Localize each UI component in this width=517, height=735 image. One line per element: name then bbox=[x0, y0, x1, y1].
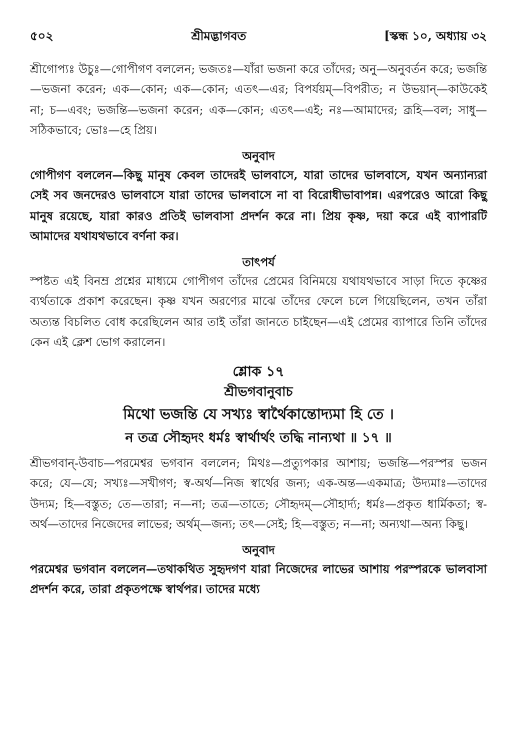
synonyms-paragraph-1: শ্রীগোপ্যঃ উচুঃ—গোপীগণ বললেন; ভজতঃ—যাঁরা ভজনা করে তাঁদের; অনু—অনুবর্তন করে; ভজন্তি—ভজনা করেন; এক—কোন; এক—কোন; এতৎ—এর; বিপর্যয়ম্—বিপরীত; ন উভয়ান্—কাউকেই না; চ—এবং; ভজন্তি—ভজনা করেন; এক—কোন; এতৎ—এই; নঃ—আমাদের; ব্রূহি—বল; সাধু—সঠিকভাবে; ভোঃ—হে প্রিয়। bbox=[30, 61, 487, 137]
synonyms-paragraph-2: শ্রীভগবান্-উবাচ—পরমেশ্বর ভগবান বললেন; মিথঃ—প্রত্যুপকার আশায়; ভজন্তি—পরস্পর ভজন করে; যে—যে; সখ্যঃ—সখীগণ; স্ব-অর্থ—নিজ স্বার্থের জন্য; এক-অন্ত—একমাত্র; উদ্যমাঃ—তাদের উদ্যম; হি—বস্তুত; তে—তারা; ন—না; তত্র—তাতে; সৌহৃদম্—সৌহার্দ্য; ধর্মঃ—প্রকৃত ধার্মিকতা; স্ব-অর্থ—তাদের নিজেদের লাভের; অর্থম্—জন্য; তৎ—সেই; হি—বস্তুত; ন—না; অন্যথা—অন্য কিছু। bbox=[30, 455, 487, 531]
verse-line-1: মিথো ভজন্তি যে সখ্যঃ স্বার্থৈকান্তোদ্যমা হি তে । bbox=[123, 405, 394, 423]
verse-speaker: শ্রীভগবানুবাচ bbox=[224, 384, 293, 400]
chapter-reference: [স্কন্ধ ১০, অধ্যায় ৩২ bbox=[384, 29, 487, 43]
book-title: শ্রীমদ্ভাগবত bbox=[191, 29, 247, 43]
page-header bbox=[30, 26, 487, 47]
purport-heading: তাৎপর্য bbox=[242, 254, 275, 269]
translation-heading-2: অনুবাদ bbox=[242, 542, 275, 557]
page-number: ৫০২ bbox=[30, 29, 54, 43]
translation-paragraph-2: পরমেশ্বর ভগবান বললেন—তথাকথিত সুহৃদগণ যারা নিজেদের লাভের আশায় পরস্পরকে ভালবাসা প্রদর্শন করে, তারা প্রকৃতপক্ষে স্বার্থপর। তাদের মধ্যে bbox=[30, 561, 487, 596]
verse-line-2: ন তত্র সৌহৃদং ধর্মঃ স্বার্থার্থং তদ্ধি নান্যথা ॥ ১৭ ॥ bbox=[125, 429, 392, 446]
purport-paragraph: স্পষ্টত এই বিনম্র প্রশ্নের মাধ্যমে গোপীগণ তাঁদের প্রেমের বিনিময়ে যথাযথভাবে সাড়া দিতে কৃষ্ণের ব্যর্থতাকে প্রকাশ করেছেন। কৃষ্ণ যখন অরণ্যের মাঝে তাঁদের ফেলে চলে গিয়েছিলেন, তখন তাঁরা অত্যন্ত বিচলিত বোধ করেছিলেন আর তাই তাঁরা জানতে চাইছেন—এই প্রেমের ব্যাপারে তিনি তাঁদের কেন এই ক্লেশ ভোগ করালেন। bbox=[30, 273, 487, 349]
translation-paragraph-1: গোপীগণ বললেন—কিছু মানুষ কেবল তাদেরই ভালবাসে, যারা তাদের ভালবাসে, যখন অন্যান্যরা সেই সব জনদেরও ভালবাসে যারা তাদের ভালবাসে না বা বিরোধীভাবাপন্ন। এরপরেও আরো কিছু মানুষ রয়েছে, যারা কারও প্রতিই ভালবাসা প্রদর্শন করে না। প্রিয় কৃষ্ণ, দয়া করে এই ব্যাপারটি আমাদের যথাযথভাবে বর্ণনা কর। bbox=[30, 167, 487, 243]
verse-number: শ্লোক ১৭ bbox=[232, 363, 285, 380]
translation-heading-1: অনুবাদ bbox=[242, 148, 275, 163]
